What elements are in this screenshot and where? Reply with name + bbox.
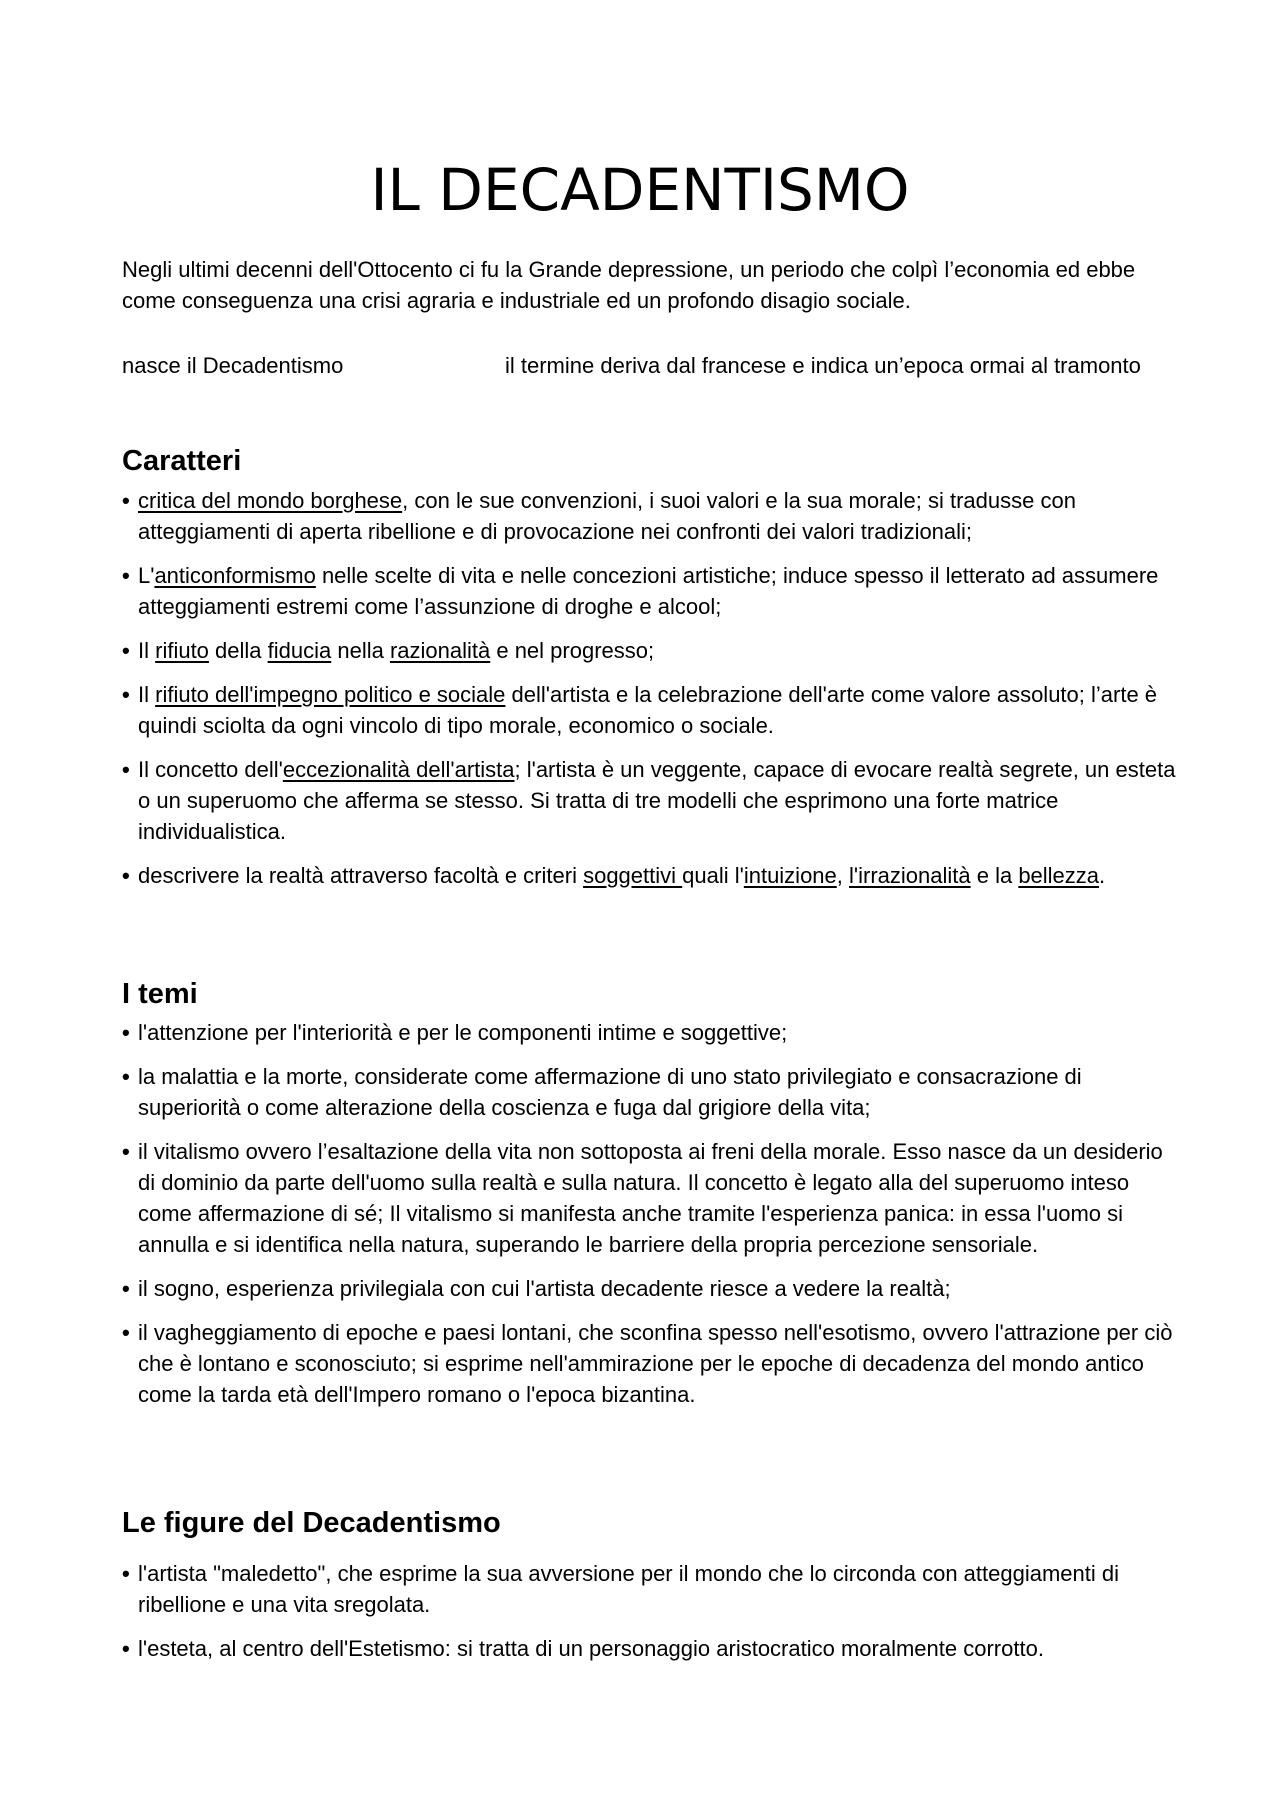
item-text: e nel progresso; [490, 638, 655, 663]
list-item [122, 860, 1182, 891]
underlined-term: rifiuto dell'impegno politico e sociale [155, 682, 506, 707]
list-item [122, 754, 1182, 847]
underlined-term: anticonformismo [154, 563, 316, 588]
item-text: nella [331, 638, 390, 663]
page-title: IL DECADENTISMO [370, 156, 910, 224]
list-item: • il vitalismo ovvero l’esaltazione della vita non sottoposta ai freni della morale. Esso nasce da un desiderio di dominio da parte dell'uomo sulla realtà e sulla natura. Il concetto è legato alla del superuomo inteso come affermazione di sé; Il vitalismo si manifesta anche tramite l'esperienza panica: in essa l'uomo si annulla e si identifica nella natura, superando le barriere della propria percezione sensoriale. [122, 1136, 1182, 1260]
underlined-term: l'irrazionalità [849, 863, 971, 888]
row-right-text: il termine deriva dal francese e indica un’epoca ormai al tramonto [505, 353, 1141, 378]
underlined-term: rifiuto [155, 638, 209, 663]
item-text: , con le sue convenzioni, i suoi valori e la sua morale; si tradusse con atteggiamenti di aperta ribellione e di provocazione nei confronti dei valori tradizionali; [138, 488, 1076, 544]
item-text: descrivere la realtà attraverso facoltà e criteri [138, 863, 584, 888]
list-item [122, 560, 1182, 622]
item-text: dell'artista e la celebrazione dell'arte come valore assoluto; l’arte è quindi sciolta da ogni vincolo di tipo morale, economico o sociale. [138, 682, 1158, 738]
temi-list [122, 1017, 1182, 1423]
list-item: • il sogno, esperienza privilegiala con cui l'artista decadente riesce a vedere la realtà; [122, 1273, 1182, 1304]
underlined-term: eccezionalità dell'artista [282, 757, 515, 782]
item-text: ; l'artista è un veggente, capace di evocare realtà segrete, un esteta o un superuomo che afferma se stesso. Si tratta di tre modelli che esprimono una forte matrice individualistica. [138, 757, 1176, 844]
list-item [122, 635, 1182, 666]
underlined-term: fiducia [267, 638, 332, 663]
item-text: L' [138, 563, 155, 588]
item-text: . [1099, 863, 1106, 888]
list-item: • la malattia e la morte, considerate come affermazione di uno stato privilegiato e consacrazione di superiorità o come alterazione della coscienza e fuga dal grigiore della vita; [122, 1061, 1182, 1123]
item-text: , [836, 863, 850, 888]
item-text: Il [138, 682, 156, 707]
item-text: della [208, 638, 268, 663]
list-item [122, 485, 1182, 547]
list-item: • l'esteta, al centro dell'Estetismo: si tratta di un personaggio aristocratico moralmente corrotto. [122, 1633, 1182, 1664]
underlined-term: intuizione [743, 863, 837, 888]
section-heading-caratteri: Caratteri [122, 445, 242, 477]
item-text: Il [138, 638, 156, 663]
row-left-text: nasce il Decadentismo [122, 353, 344, 378]
item-text: quali l' [682, 863, 744, 888]
list-item [122, 679, 1182, 741]
figure-list [122, 1558, 1182, 1677]
underlined-term: bellezza [1018, 863, 1100, 888]
item-text: Il concetto dell' [138, 757, 283, 782]
item-text: nelle scelte di vita e nelle concezioni artistiche; induce spesso il letterato ad assumere atteggiamenti estremi come l’assunzione di droghe e alcool; [138, 563, 1159, 619]
section-heading-temi: I temi [122, 978, 198, 1010]
caratteri-list [122, 485, 1182, 904]
list-item: • l'artista "maledetto", che esprime la sua avversione per il mondo che lo circonda con atteggiamenti di ribellione e una vita sregolata. [122, 1558, 1182, 1620]
item-text: e la [970, 863, 1019, 888]
underlined-term: critica del mondo borghese [138, 488, 403, 513]
underlined-term: soggettivi [583, 863, 683, 888]
section-heading-figure: Le figure del Decadentismo [122, 1507, 501, 1539]
list-item: • il vagheggiamento di epoche e paesi lontani, che sconfina spesso nell'esotismo, ovvero l'attrazione per ciò che è lontano e sconosciuto; si esprime nell'ammirazione per le epoche di decadenza del mondo antico come la tarda età dell'Impero romano o l'epoca bizantina. [122, 1317, 1182, 1410]
underlined-term: razionalità [389, 638, 491, 663]
list-item: • l'attenzione per l'interiorità e per le componenti intime e soggettive; [122, 1017, 1182, 1048]
intro-paragraph: Negli ultimi decenni dell'Ottocento ci fu la Grande depressione, un periodo che colpì l’economia ed ebbe come conseguenza una crisi agraria e industriale ed un profondo disagio sociale. [122, 257, 1136, 313]
